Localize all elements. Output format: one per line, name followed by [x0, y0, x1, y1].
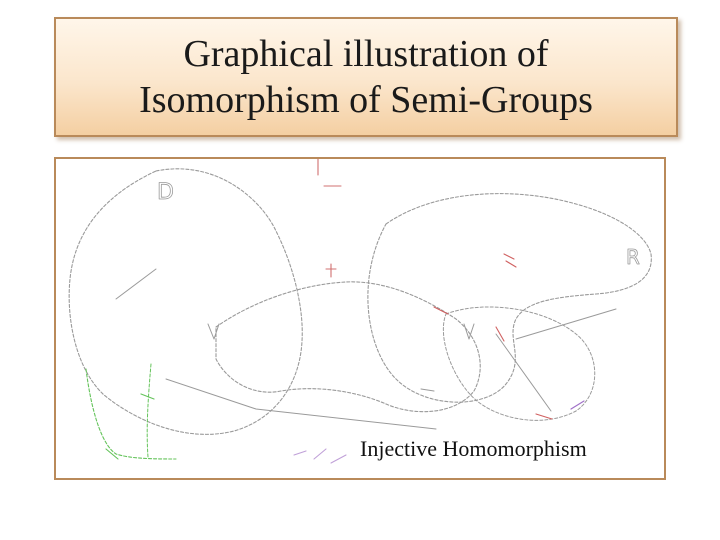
slide-title-box — [54, 17, 678, 137]
title-line-1: Graphical illustration of — [183, 33, 549, 75]
domain-set-outline — [69, 169, 302, 435]
tick-mark-top — [318, 159, 341, 186]
codomain-set-outline — [368, 194, 651, 403]
mapping-arrow-1 — [166, 379, 436, 429]
glyph-mark-2 — [464, 324, 474, 339]
diagram-frame — [54, 157, 666, 480]
tick-mark-red-1 — [504, 254, 516, 267]
hand-drawn-diagram — [56, 159, 666, 480]
tick-mark-lilac — [294, 449, 346, 463]
green-arrow-arc — [86, 369, 176, 459]
domain-label: D — [157, 180, 174, 205]
tick-mark-mid — [326, 264, 336, 277]
title-line-2: Isomorphism of Semi-Groups — [139, 79, 593, 121]
mapping-arrow-4 — [116, 269, 156, 299]
tick-mark-gray-1 — [421, 389, 434, 391]
tick-mark-red-2 — [434, 307, 504, 341]
mapping-arrow-3 — [516, 309, 616, 339]
lower-right-set-outline — [443, 307, 594, 420]
image-set-outline — [216, 282, 480, 412]
green-arrow-arc-2 — [147, 364, 151, 457]
tick-mark-red-3 — [536, 414, 552, 419]
figure-caption: Injective Homomorphism — [360, 436, 587, 461]
codomain-label: R — [626, 245, 640, 269]
mapping-arrow-2 — [496, 334, 551, 411]
tick-mark-purple — [571, 401, 584, 409]
